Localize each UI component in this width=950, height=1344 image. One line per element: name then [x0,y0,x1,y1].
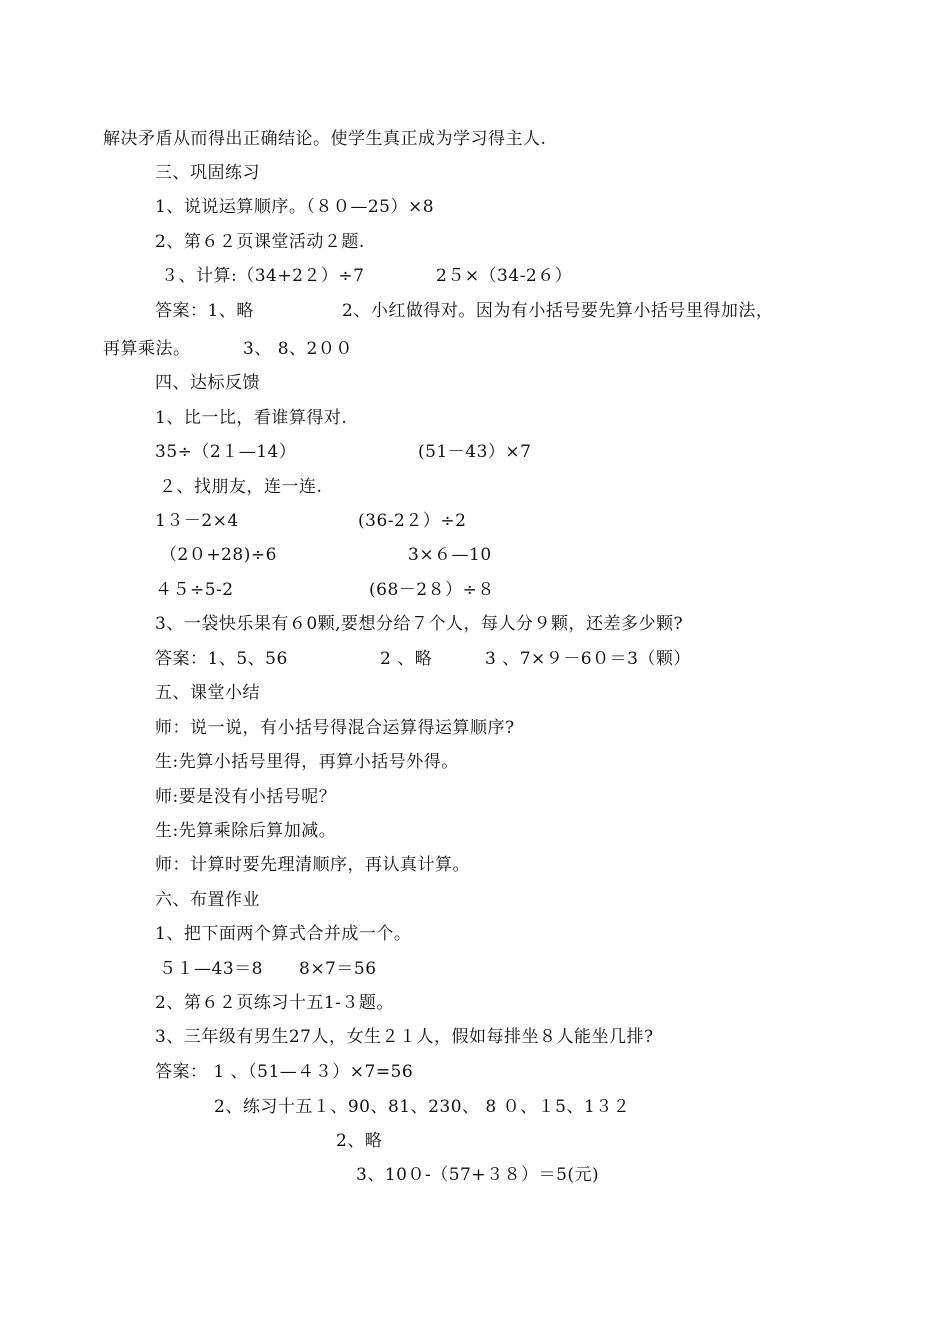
exercise-expression: 35÷（2１—14） [155,442,297,462]
exercise-item: ３、计算:（34+2２）÷7 [161,266,365,286]
answer-line: 2、练习十五１、90、81、230、 8 ０、１5、1３２ [214,1097,631,1117]
answer-line: 2、略 [336,1131,383,1151]
dialogue-line: 生:先算乘除后算加减。 [155,821,337,841]
answer-line: 答案：1、5、56 [155,649,288,669]
answer-line: 2 、略 [380,649,433,669]
answer-line: 再算乘法。 [103,339,191,359]
exercise-item: 1、说说运算顺序。（８０—25）×8 [155,197,435,217]
section-heading-homework: 六、布置作业 [155,890,260,910]
exercise-expression: 1３－2×4 [155,511,239,531]
exercise-item: 2、第６２页练习十五1-３题。 [155,993,394,1013]
dialogue-line: 生:先算小括号里得，再算小括号外得。 [155,752,459,772]
exercise-item: 3、三年级有男生27人，女生２１人，假如每排坐８人能坐几排? [155,1027,654,1047]
exercise-item: 3、一袋快乐果有６0颗,要想分给７个人，每人分９颗，还差多少颗? [155,614,684,634]
answer-line: 2、小红做得对。因为有小括号要先算小括号里得加法， [342,301,774,321]
answer-line: 答案： 1 、（51—４３）×7=56 [155,1062,414,1082]
dialogue-line: 师:要是没有小括号呢？ [155,787,337,807]
answer-line: 3、10０-（57+３８）＝5(元) [356,1165,600,1185]
exercise-expression: ５１—43＝8 [159,959,263,979]
exercise-expression: 3×６—10 [408,545,492,565]
exercise-expression: （2０+28)÷6 [160,545,277,565]
exercise-expression: (51－43）×7 [418,442,532,462]
dialogue-line: 师：计算时要先理清顺序，再认真计算。 [155,855,470,875]
section-heading-feedback: 四、达标反馈 [155,373,260,393]
exercise-expression: (36-2２）÷2 [358,511,467,531]
exercise-item: 2、第６２页课堂活动２题. [155,232,365,252]
section-heading-consolidation: 三、巩固练习 [155,163,260,183]
exercise-item: ２、找朋友，连一连. [159,477,323,497]
exercise-expression: (68－2８）÷８ [369,580,495,600]
exercise-expression: ４５÷5-2 [155,580,234,600]
intro-text-line: 解决矛盾从而得出正确结论。使学生真正成为学习得主人. [103,129,547,149]
section-heading-summary: 五、课堂小结 [155,683,260,703]
exercise-expression: 2５×（34-2６） [436,266,573,286]
exercise-expression: 8×7＝56 [299,959,377,979]
dialogue-line: 师：说一说，有小括号得混合运算得运算顺序? [155,718,515,738]
exercise-item: 1、比一比，看谁算得对. [155,408,348,428]
answer-line: 答案：1、略 [155,301,254,321]
answer-line: 3 、7×９－6０＝3（颗） [485,649,691,669]
answer-line: 3、 8、2００ [243,339,353,359]
exercise-item: 1、把下面两个算式合并成一个。 [155,924,412,944]
